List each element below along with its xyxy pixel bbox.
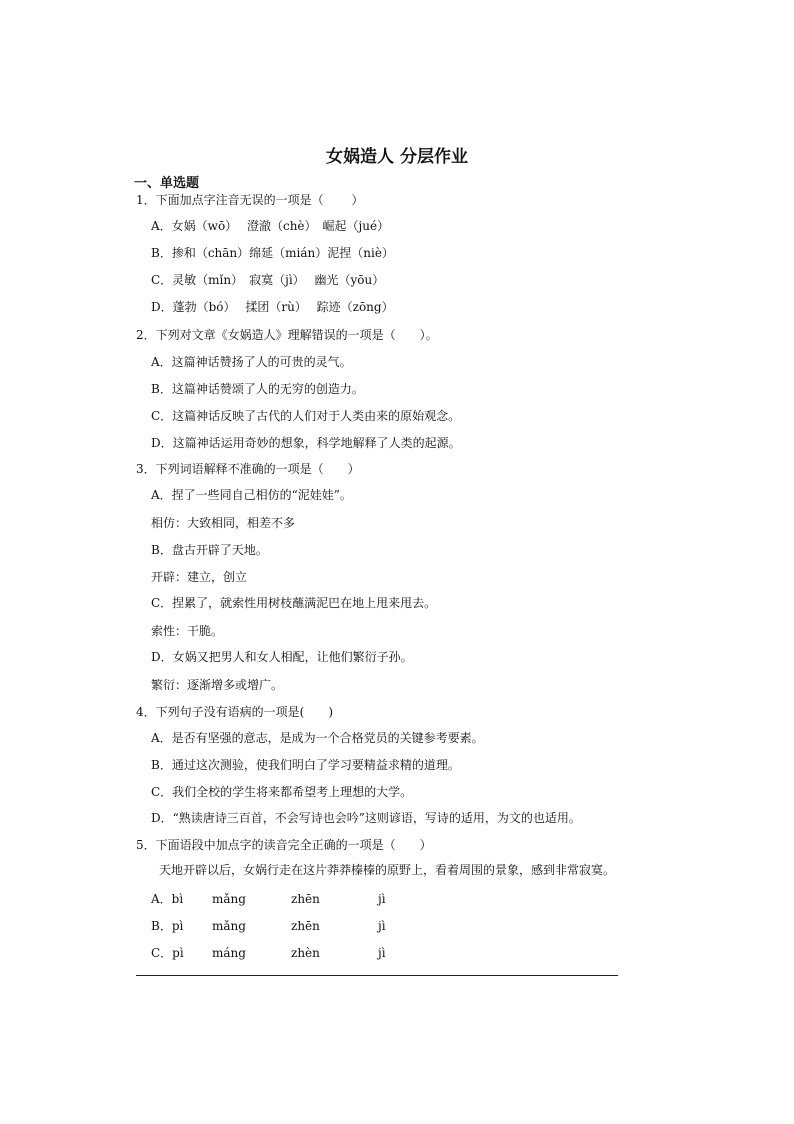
question-5-option-a-reading-2: mǎng <box>212 892 246 906</box>
question-3-stem: 3．下列词语解释不准确的一项是（ ） <box>136 462 360 476</box>
question-2-option-b: B．这篇神话赞颂了人的无穷的创造力。 <box>151 382 364 396</box>
question-5-option-a-reading-4: jì <box>378 892 386 906</box>
question-3-option-d: D．女娲又把男人和女人相配，让他们繁衍子孙。 <box>151 650 413 664</box>
question-4-option-a: A．是否有坚强的意志，是成为一个合格党员的关键参考要素。 <box>151 731 484 745</box>
question-3-option-b: B．盘古开辟了天地。 <box>151 543 268 557</box>
question-1-option-a: A．女娲（wō） 澄澈（chè） 崛起（jué） <box>151 219 390 233</box>
question-1-stem: 1．下面加点字注音无误的一项是（ ） <box>136 193 364 207</box>
question-3-option-c: C．捏累了，就索性用树枝蘸满泥巴在地上甩来甩去。 <box>151 596 437 610</box>
question-5-passage: 天地开辟以后，女娲行走在这片莽莽榛榛的原野上，看着周围的景象，感到非常寂寞。 <box>159 863 616 877</box>
question-3-option-a: A．捏了一些同自己相仿的“泥娃娃”。 <box>151 488 352 502</box>
question-5-option-b-reading-4: jì <box>378 919 386 933</box>
question-5-option-c-label: C．pì <box>151 946 184 960</box>
question-2-option-c: C．这篇神话反映了古代的人们对于人类由来的原始观念。 <box>151 409 461 423</box>
question-4-stem: 4．下列句子没有语病的一项是( ) <box>136 705 333 719</box>
question-3-gloss-a: 相仿：大致相同，相差不多 <box>151 516 296 530</box>
question-1-option-c: C．灵敏（mǐn） 寂寞（jì） 幽光（yōu） <box>151 273 385 287</box>
question-5-option-b-reading-2: mǎng <box>212 919 246 933</box>
page-bottom-rule <box>136 975 618 976</box>
question-3-gloss-d: 繁衍：逐渐增多或增广。 <box>151 678 284 692</box>
question-5-option-a-label: A．bì <box>151 892 184 906</box>
question-5-option-c-reading-2: máng <box>212 946 246 960</box>
question-2-option-d: D．这篇神话运用奇妙的想象，科学地解释了人类的起源。 <box>151 436 461 450</box>
question-4-option-b: B．通过这次测验，使我们明白了学习要精益求精的道理。 <box>151 758 460 772</box>
question-2-stem: 2．下列对文章《女娲造人》理解错误的一项是（ ）。 <box>136 328 438 342</box>
question-3-gloss-b: 开辟：建立，创立 <box>151 570 248 584</box>
question-5-option-b-reading-3: zhēn <box>291 919 320 933</box>
section-heading: 一、单选题 <box>134 176 200 191</box>
question-5-stem: 5．下面语段中加点字的读音完全正确的一项是（ ） <box>136 838 432 852</box>
question-5-option-a-reading-3: zhēn <box>291 892 320 906</box>
question-5-option-c-reading-4: jì <box>378 946 386 960</box>
document-title: 女娲造人 分层作业 <box>326 147 468 167</box>
question-4-option-c: C．我们全校的学生将来都希望考上理想的大学。 <box>151 785 413 799</box>
question-5-option-b-label: B．pì <box>151 919 184 933</box>
question-3-gloss-c: 索性：干脆。 <box>151 624 224 638</box>
question-1-option-d: D．蓬勃（bó） 揉团（rù） 踪迹（zōng） <box>151 300 394 314</box>
question-2-option-a: A．这篇神话赞扬了人的可贵的灵气。 <box>151 355 352 369</box>
question-1-option-b: B．掺和（chān）绵延（mián）泥捏（niè） <box>151 246 394 260</box>
question-4-option-d: D．“熟读唐诗三百首，不会写诗也会吟”这则谚语，写诗的适用，为文的也适用。 <box>151 811 581 825</box>
question-5-option-c-reading-3: zhèn <box>291 946 320 960</box>
